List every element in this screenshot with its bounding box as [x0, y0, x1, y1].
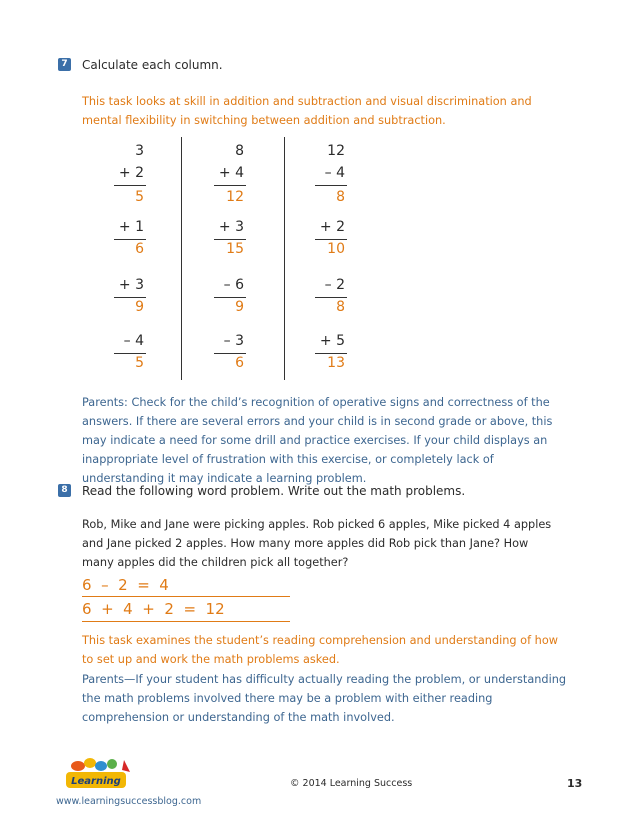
column-2-ans-3: 9 [235, 299, 244, 315]
column-2-start: 8 [235, 143, 244, 159]
question-8-instruction: Read the following word problem. Write out the math problems. [82, 484, 466, 498]
page-number: 13 [567, 777, 583, 790]
column-1-ans-4: 5 [135, 355, 144, 371]
column-1-underline-2 [114, 239, 146, 240]
column-divider-1 [181, 137, 182, 380]
column-1-underline-3 [114, 297, 146, 298]
column-2-underline-3 [214, 297, 246, 298]
column-1-ans-1: 5 [135, 189, 144, 205]
equation-2: 6 + 4 + 2 = 12 [82, 600, 225, 618]
question-8-problem: Rob, Mike and Jane were picking apples. Rob picked 6 apples, Mike picked 4 apples and Jane picked 2 apples. How many more apples did Rob pick than Jane? How many apples did the children pick all together? [82, 518, 552, 569]
learning-success-logo [60, 754, 135, 792]
column-3-op-1: – 4 [324, 165, 345, 181]
column-2-op-2: + 3 [218, 219, 244, 235]
column-3-ans-3: 8 [336, 299, 345, 315]
column-1-underline-1 [114, 185, 146, 186]
column-1-op-2: + 1 [118, 219, 144, 235]
column-3-op-4: + 5 [319, 333, 345, 349]
column-1-op-3: + 3 [118, 277, 144, 293]
equation-1: 6 – 2 = 4 [82, 576, 169, 594]
question-7-badge: 7 [58, 58, 71, 71]
column-3-underline-2 [315, 239, 347, 240]
question-7-parents-note: Parents: Check for the child’s recognition of operative signs and correctness of the answers. If there are several errors and your child is in second grade or above, this may indicate a need for some drill and practice exercises. If your child displays an inappropriate level of frustration with this exercise, or completely lack of understanding it may indicate a learning problem. [82, 396, 553, 485]
svg-text:Learning: Learning [71, 776, 121, 787]
column-2-op-1: + 4 [218, 165, 244, 181]
column-2-ans-1: 12 [226, 189, 244, 205]
column-2-underline-2 [214, 239, 246, 240]
question-8-parents-note: Parents—If your student has difficulty actually reading the problem, or understanding the math problems involved there may be a problem with either reading comprehension or understanding of the math involved. [82, 673, 567, 724]
column-2-op-4: – 3 [223, 333, 244, 349]
column-3-ans-1: 8 [336, 189, 345, 205]
column-3-ans-2: 10 [327, 241, 345, 257]
question-8-badge: 8 [58, 484, 71, 497]
column-1-ans-2: 6 [135, 241, 144, 257]
website-url: www.learningsuccessblog.com [56, 796, 202, 807]
question-8-note: This task examines the student’s reading comprehension and understanding of how to set up and work the math problems asked. [82, 634, 558, 666]
column-2-underline-1 [214, 185, 246, 186]
column-3-underline-1 [315, 185, 347, 186]
column-3-ans-4: 13 [327, 355, 345, 371]
equation-1-underline [82, 596, 290, 597]
column-1-op-1: + 2 [118, 165, 144, 181]
column-1-start: 3 [135, 143, 144, 159]
column-1-ans-3: 9 [135, 299, 144, 315]
column-divider-2 [284, 137, 285, 380]
column-3-op-3: – 2 [324, 277, 345, 293]
column-2-ans-4: 6 [235, 355, 244, 371]
column-1-underline-4 [114, 353, 146, 354]
column-3-underline-4 [315, 353, 347, 354]
question-7-instruction: Calculate each column. [82, 58, 223, 72]
copyright: © 2014 Learning Success [290, 778, 413, 789]
equation-2-underline [82, 621, 290, 622]
column-3-op-2: + 2 [319, 219, 345, 235]
column-2-ans-2: 15 [226, 241, 244, 257]
question-7-note: This task looks at skill in addition and subtraction and visual discrimination and mental flexibility in switching between addition and subtraction. [82, 95, 532, 127]
column-1-op-4: – 4 [123, 333, 144, 349]
column-2-underline-4 [214, 353, 246, 354]
column-3-start: 12 [327, 143, 345, 159]
column-2-op-3: – 6 [223, 277, 244, 293]
column-3-underline-3 [315, 297, 347, 298]
